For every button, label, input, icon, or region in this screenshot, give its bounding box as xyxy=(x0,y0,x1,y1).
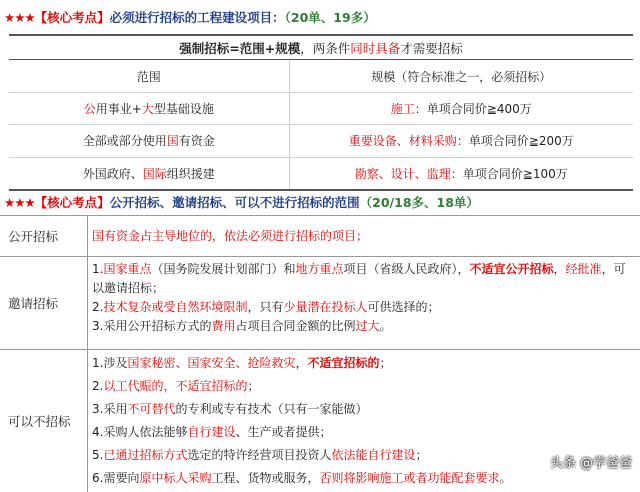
row-content: 国有资金占主导地位的，依法必须进行招标的项目； xyxy=(92,228,369,243)
list-item: 6.需要向原中标人采购工程、货物或服务，否则将影响施工或者功能配套要求。 xyxy=(92,471,512,485)
scale-cell: 勘察、设计、监理 ：单项合同价≧100万 xyxy=(354,166,568,181)
scale-cell: 重要设备、材料采购 ：单项合同价≧200万 xyxy=(348,134,574,148)
table-row xyxy=(9,157,633,191)
section1-heading xyxy=(4,8,376,26)
star-rating-icon: ★★★ xyxy=(4,195,35,210)
section2-heading xyxy=(4,193,479,211)
table-row xyxy=(9,124,633,158)
header-scope: 范围 xyxy=(9,60,290,92)
list-item: 3.采用公开招标方式的费用占项目合同金额的比例过大。 xyxy=(92,319,392,333)
star-rating-icon: ★★★ xyxy=(4,10,35,25)
section1-title: 必须进行招标的工程建设项目： xyxy=(109,10,285,25)
scale-cell: 施工 ：单项合同价≧400万 xyxy=(390,101,532,116)
table-row xyxy=(0,216,640,257)
list-item: 2.技术复杂或受自然环境限制，只有少量潜在投标人可供选择的； xyxy=(92,300,440,314)
row-content xyxy=(88,256,640,349)
list-item: 2.以工代赈的，不适宜招标的； xyxy=(92,379,260,393)
table-header-row xyxy=(9,60,633,93)
section2-title: 公开招标、邀请招标、可以不进行招标的范围 xyxy=(109,195,360,210)
core-point-label: 【核心考点】 xyxy=(34,195,110,210)
mandatory-bidding-table xyxy=(9,34,633,189)
bidding-method-table xyxy=(0,215,640,492)
header-scale: 规模（符合标准之一，必须招标） xyxy=(371,69,552,84)
list-item: 5.已通过招标方式选定的特许经营项目投资人依法能自行建设； xyxy=(92,448,428,462)
section1-count: （20单、19多） xyxy=(284,10,376,25)
list-item: 1.涉及国家秘密、国家安全、抢险救灾，不适宜招标的； xyxy=(92,356,392,370)
scope-cell: 外国政府、 国际 组织援建 xyxy=(9,157,290,189)
table-row xyxy=(9,92,633,125)
row-label: 可以不招标 xyxy=(0,349,88,492)
row-label: 公开招标 xyxy=(0,216,88,256)
core-point-label: 【核心考点】 xyxy=(34,10,110,25)
row-label: 邀请招标 xyxy=(0,256,88,349)
scope-cell: 公 用事业+ 大 型基础设施 xyxy=(9,92,290,124)
table-row xyxy=(0,349,640,492)
list-item: 3.采用不可替代的专利或专有技术（只有一家能做） xyxy=(92,402,368,416)
list-item: 1.国家重点（国务院发展计划部门）和地方重点项目（省级人民政府），不适宜公开招标，经批准，可以邀请招标； xyxy=(92,262,626,295)
watermark: 头条 @学爸爸 xyxy=(549,456,632,471)
scope-cell: 全部或部分使用 国 有资金 xyxy=(9,124,290,157)
section2-count: （20/18多、18单） xyxy=(359,195,479,210)
table-banner-row xyxy=(9,34,633,60)
list-item: 4.采购人依法能够自行建设、生产或者提供； xyxy=(92,425,332,439)
banner-text: 强制招标=范围+规模 ，两条件 同时具备 才需要招标 xyxy=(179,40,463,56)
table-row xyxy=(0,256,640,350)
